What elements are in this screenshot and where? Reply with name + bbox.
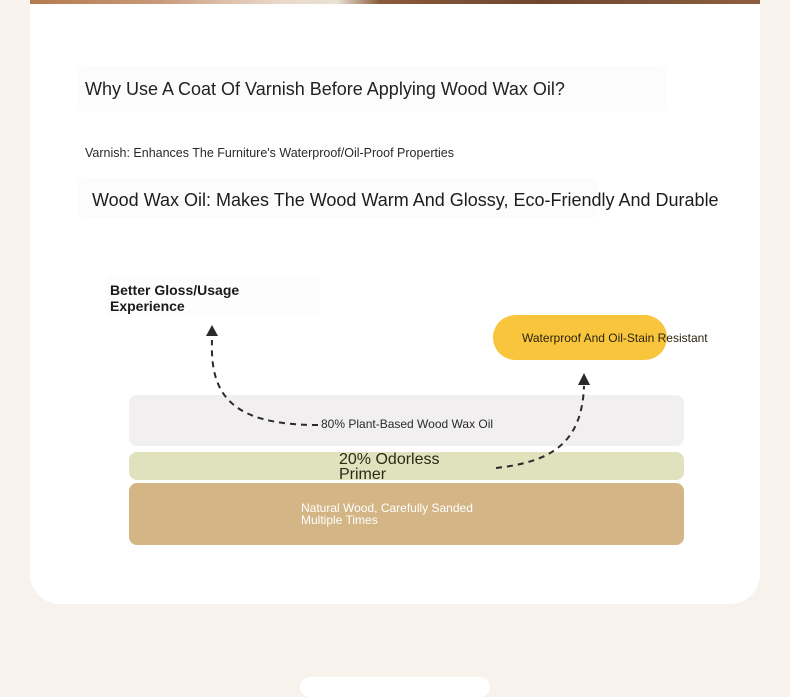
gloss-label: Better Gloss/Usage Experience [110, 282, 240, 314]
info-card [30, 4, 760, 604]
wax-benefit-text: Wood Wax Oil: Makes The Wood Warm And Glossy, Eco-Friendly And Durable [92, 190, 719, 210]
gloss-arrow-line [212, 340, 318, 425]
section-heading: Why Use A Coat Of Varnish Before Applying Wood Wax Oil? [85, 79, 565, 99]
layer-primer-label: 20% Odorless Primer [339, 451, 440, 483]
waterproof-label: Waterproof And Oil-Stain Resistant [522, 331, 708, 345]
varnish-benefit-text: Varnish: Enhances The Furniture's Waterproof/Oil-Proof Properties [85, 146, 454, 160]
layer-natural-wood-label: Natural Wood, Carefully Sanded Multiple Times [301, 501, 473, 527]
waterproof-arrow-head [578, 373, 590, 385]
waterproof-arrow-line [496, 386, 584, 468]
gloss-arrow-head [206, 325, 218, 336]
layer-wax-oil-label: 80% Plant-Based Wood Wax Oil [321, 417, 494, 431]
diagram-arrows [30, 4, 760, 604]
next-section-button[interactable] [300, 677, 490, 697]
